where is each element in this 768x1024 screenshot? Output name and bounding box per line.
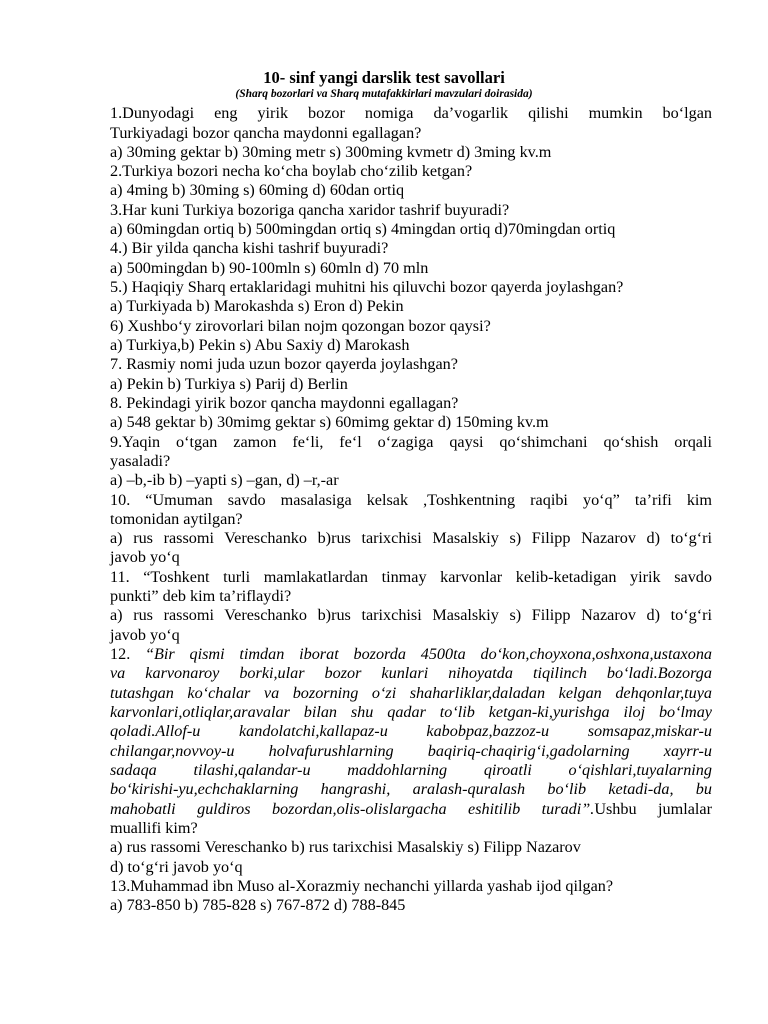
text-line: a) 4ming b) 30ming s) 60ming d) 60dan ortiq <box>110 181 405 199</box>
text-line: a) 30ming gektar b) 30ming metr s) 300ming kvmetr d) 3ming kv.m <box>110 143 552 161</box>
text-line: yasaladi? <box>110 452 171 470</box>
q12-quote-line: mahobatli guldiros bozordan,olis-olislargacha eshitilib turadi”. <box>110 800 595 818</box>
q12-quote-line: “Bir qismi timdan iborat bozorda 4500ta do‘kon,choyxona,oshxona,ustaxona <box>145 645 713 663</box>
q12-question: muallifi kim? <box>110 819 198 837</box>
text-line: 5.) Haqiqiy Sharq ertaklaridagi muhitni his qiluvchi bozor qayerda joylashgan? <box>110 278 624 296</box>
text-line: a) 783-850 b) 785-828 s) 767-872 d) 788-845 <box>110 896 406 914</box>
text-line: a) 60mingdan ortiq b) 500mingdan ortiq s) 4mingdan ortiq d)70mingdan ortiq <box>110 220 616 238</box>
text-line: Turkiyadagi bozor qancha maydonni egallagan? <box>110 124 422 142</box>
q12-quote-line: chilangar,novvoy-u holvafurushlarning baqiriq-chaqirig‘i,gadolarning xayrr-u <box>110 742 712 760</box>
q12-number: 12. <box>110 645 131 663</box>
text-line: a) 500mingdan b) 90-100mln s) 60mln d) 70 mln <box>110 259 429 277</box>
text-line: a) Turkiyada b) Marokashda s) Eron d) Pekin <box>110 297 404 315</box>
text-line: a) 548 gektar b) 30mimg gektar s) 60mimg gektar d) 150ming kv.m <box>110 413 549 431</box>
text-line: 2.Turkiya bozori necha ko‘cha boylab cho‘zilib ketgan? <box>110 162 473 180</box>
text-line: 7. Rasmiy nomi juda uzun bozor qayerda joylashgan? <box>110 355 458 373</box>
text-line: a) rus rassomi Vereschanko b) rus tarixchisi Masalskiy s) Filipp Nazarov <box>110 838 581 856</box>
text-line: a) rus rassomi Vereschanko b)rus tarixchisi Masalskiy s) Filipp Nazarov d) to‘g‘ri <box>110 606 712 624</box>
text-line: 10. “Umuman savdo masalasiga kelsak ,Toshkentning raqibi yo‘q” ta’rifi kim <box>110 491 712 509</box>
text-line: a) Pekin b) Turkiya s) Parij d) Berlin <box>110 375 348 393</box>
q12-quote-line: va karvonaroy borki,ular bozor kunlari nihoyatda tiqilinch bo‘ladi.Bozorga <box>110 664 712 682</box>
text-line: javob yo‘q <box>110 548 180 566</box>
text-line: 8. Pekindagi yirik bozor qancha maydonni egallagan? <box>110 394 459 412</box>
text-line: a) rus rassomi Vereschanko b)rus tarixchisi Masalskiy s) Filipp Nazarov d) to‘g‘ri <box>110 529 712 547</box>
q12-tail: Ushbu jumlalar <box>594 800 712 818</box>
text-line: punkti” deb kim ta’riflaydi? <box>110 587 292 605</box>
document-subtitle: (Sharq bozorlari va Sharq mutafakkirlari mavzulari doirasida) <box>235 88 533 100</box>
text-line: 3.Har kuni Turkiya bozoriga qancha xaridor tashrif buyuradi? <box>110 201 510 219</box>
text-line: 1.Dunyodagi eng yirik bozor nomiga da’vogarlik qilishi mumkin bo‘lgan <box>110 104 712 122</box>
text-line: 9.Yaqin o‘tgan zamon fe‘li, fe‘l o‘zagiga qaysi qo‘shimchani qo‘shish orqali <box>110 433 712 451</box>
text-line: tomonidan aytilgan? <box>110 510 243 528</box>
document-title: 10- sinf yangi darslik test savollari <box>263 68 505 87</box>
q12-quote-line: sadaqa tilashi,qalandar-u maddohlarning qiroatli o‘qishlari,tuyalarning <box>110 761 712 779</box>
q12-quote-line: karvonlari,otliqlar,aravalar bilan shu qadar to‘lib ketgan-ki,yurishga iloj bo‘lmay <box>110 703 712 721</box>
text-line: 13.Muhammad ibn Muso al-Xorazmiy nechanchi yillarda yashab ijod qilgan? <box>110 877 614 895</box>
text-line: javob yo‘q <box>110 626 180 644</box>
q12-quote-line: qoladi.Allof-u kandolatchi,kallapaz-u kabobpaz,bazzoz-u somsapaz,miskar-u <box>110 722 712 740</box>
q12-quote-line: tutashgan ko‘chalar va bozorning o‘zi shaharliklar,daladan kelgan dehqonlar,tuya <box>110 684 712 702</box>
q12-first-line <box>110 645 712 664</box>
text-line: 11. “Toshkent turli mamlakatlardan tinmay karvonlar kelib-ketadigan yirik savdo <box>110 568 712 586</box>
q12-quote-line: bo‘kirishi-yu,echchaklarning hangrashi, aralash-quralash bo‘lib ketadi-da, bu <box>110 780 712 798</box>
q12-last-quote-line <box>110 800 712 819</box>
text-line: 4.) Bir yilda qancha kishi tashrif buyuradi? <box>110 239 389 257</box>
text-line: d) to‘g‘ri javob yo‘q <box>110 858 243 876</box>
text-line: 6) Xushbo‘y zirovorlari bilan nojm qozongan bozor qaysi? <box>110 317 491 335</box>
text-line: a) Turkiya,b) Pekin s) Abu Saxiy d) Marokash <box>110 336 410 354</box>
text-line: a) –b,-ib b) –yapti s) –gan, d) –r,-ar <box>110 471 339 489</box>
